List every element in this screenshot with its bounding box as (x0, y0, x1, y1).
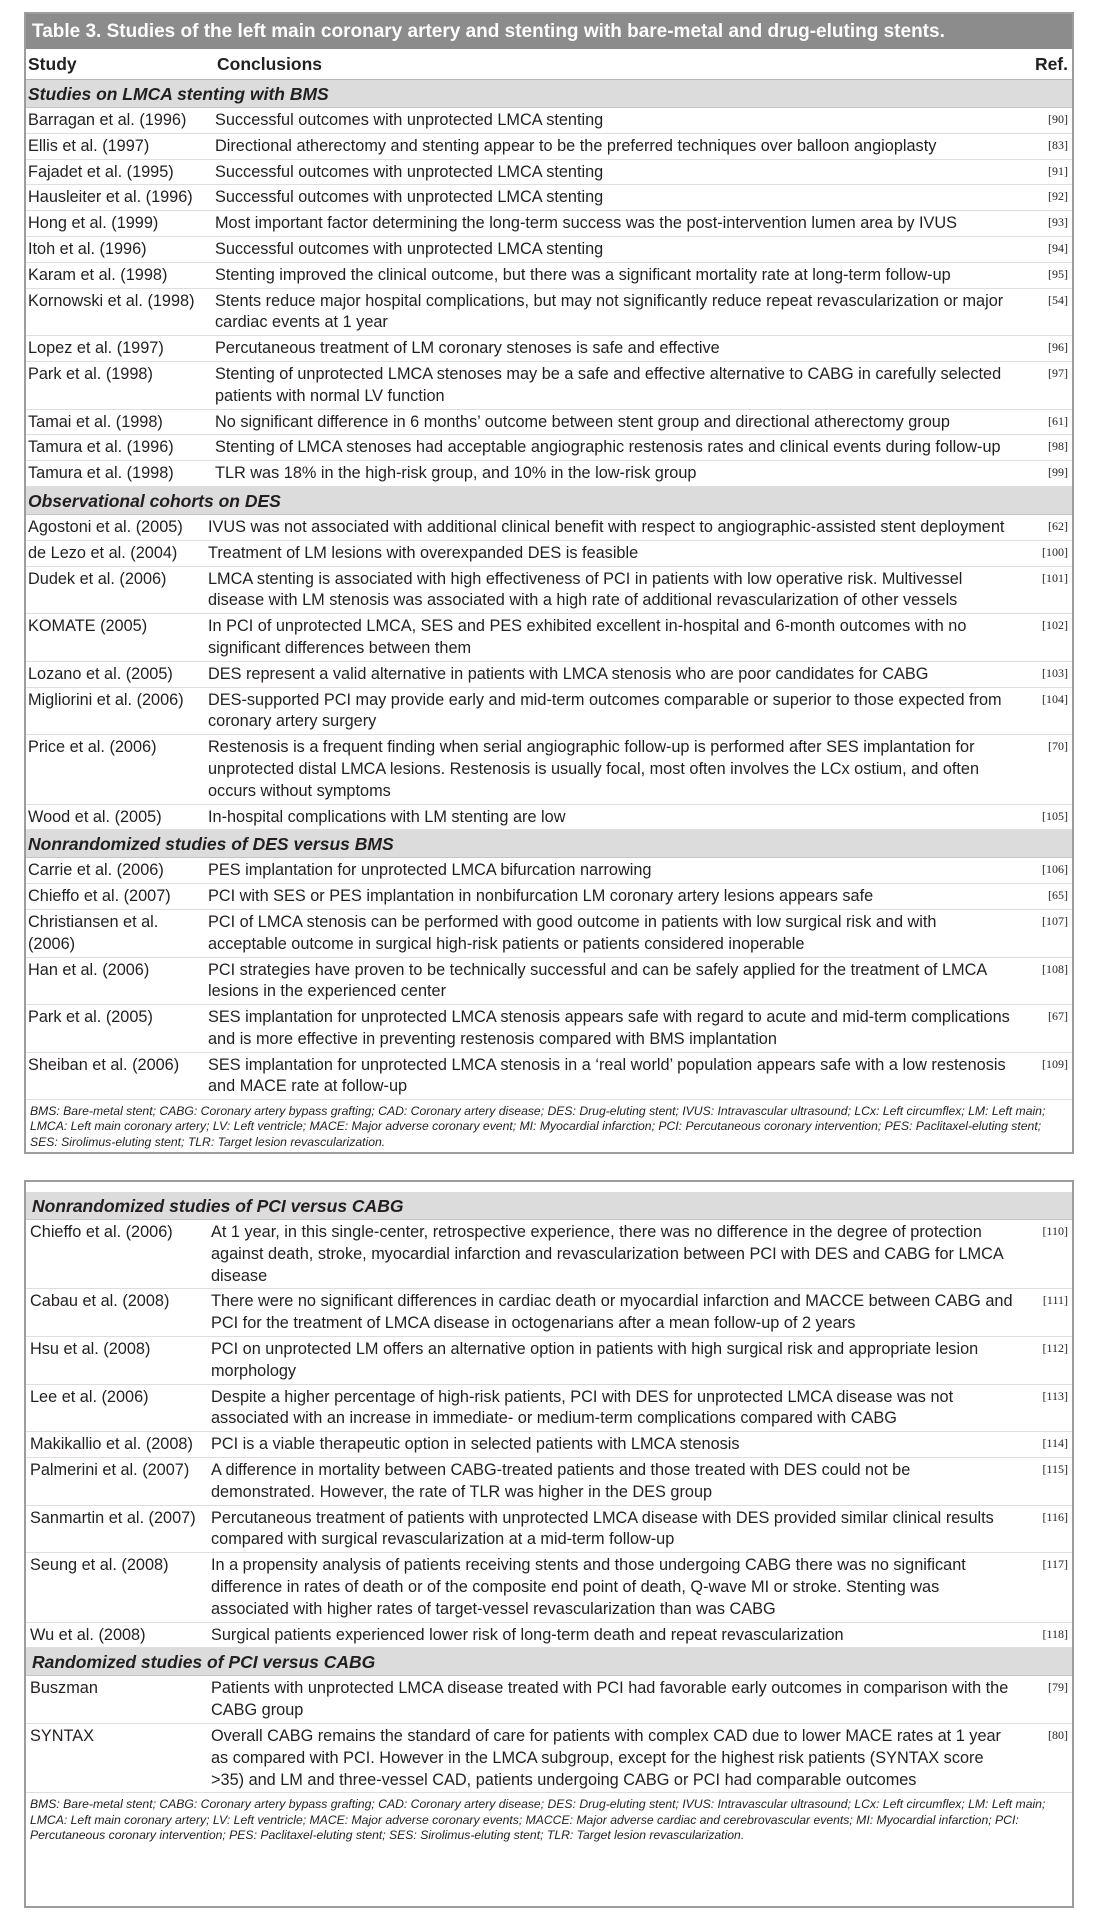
study-cell: Palmerini et al. (2007) (30, 1460, 190, 1479)
ref-cell: [93] (1048, 215, 1068, 230)
conclusion-cell: PCI is a viable therapeutic option in selected patients with LMCA stenosis (211, 1435, 740, 1454)
study-cell: SYNTAX (30, 1726, 94, 1745)
table-row (26, 1220, 1072, 1289)
study-cell: Tamura et al. (1998) (28, 464, 174, 483)
conclusion-cell: LMCA stenting is associated with high effectiveness of PCI in patients with low operative risk. Multivessel disease with LM stenosis was associated with a high rate of additional revascularization of other vessels (208, 569, 963, 610)
ref-cell: [107] (1042, 913, 1068, 928)
table-row (26, 515, 1072, 541)
conclusion-cell: PCI with SES or PES implantation in nonbifurcation LM coronary artery lesions appears safe (208, 887, 874, 906)
ref-cell: [110] (1042, 1224, 1068, 1238)
study-cell: Makikallio et al. (2008) (30, 1435, 193, 1454)
table-row (26, 735, 1072, 804)
study-cell: de Lezo et al. (2004) (28, 543, 178, 562)
conclusion-cell: TLR was 18% in the high-risk group, and 10% in the low-risk group (215, 464, 697, 483)
conclusion-cell: There were no significant differences in cardiac death or myocardial infarction and MACCE between CABG and PCI for the treatment of LMCA disease in octogenarians after a mean follow-up of 2 years (211, 1292, 1013, 1333)
table-row (26, 410, 1072, 436)
ref-cell: [91] (1048, 163, 1068, 178)
ref-cell: [96] (1048, 340, 1068, 355)
study-cell: Seung et al. (2008) (30, 1556, 169, 1575)
table-row (26, 289, 1072, 337)
conclusion-cell: Despite a higher percentage of high-risk patients, PCI with DES for unprotected LMCA disease was not associated with an increase in immediate- or medium-term complications compared with CABG (211, 1387, 954, 1428)
conclusion-cell: PCI strategies have proven to be technically successful and can be safely applied for the treatment of LMCA lesions in the experienced center (208, 960, 987, 1001)
study-cell: Migliorini et al. (2006) (28, 690, 184, 709)
continuation-top-band (26, 1182, 1072, 1192)
ref-cell: [104] (1042, 691, 1068, 706)
ref-cell: [97] (1048, 365, 1068, 380)
study-cell: Cabau et al. (2008) (30, 1292, 170, 1311)
conclusion-cell: Surgical patients experienced lower risk of long-term death and repeat revascularization (211, 1625, 844, 1644)
study-cell: Kornowski et al. (1998) (28, 291, 195, 310)
conclusion-cell: Successful outcomes with unprotected LMCA stenting (215, 162, 604, 181)
table-title: Table 3. Studies of the left main coronary artery and stenting with bare-metal and drug-eluting stents. (26, 14, 1072, 49)
study-cell: Sheiban et al. (2006) (28, 1055, 180, 1074)
table-row (26, 1506, 1072, 1554)
study-table-part-1 (24, 12, 1074, 1154)
table-row (26, 541, 1072, 567)
study-cell: Ellis et al. (1997) (28, 136, 150, 155)
conclusion-cell: Stents reduce major hospital complications, but may not significantly reduce repeat revascularization or major cardiac events at 1 year (215, 291, 1004, 332)
ref-cell: [79] (1048, 1680, 1068, 1695)
ref-cell: [112] (1042, 1340, 1068, 1355)
table-row (26, 1432, 1072, 1458)
study-cell: Hsu et al. (2008) (30, 1339, 151, 1358)
conclusion-cell: Patients with unprotected LMCA disease treated with PCI had favorable early outcomes in comparison with the CABG group (211, 1679, 1009, 1720)
conclusion-cell: Stenting of unprotected LMCA stenoses may be a safe and effective alternative to CABG in carefully selected patients with normal LV function (215, 364, 1002, 405)
section-heading-lmca-bms: Studies on LMCA stenting with BMS (26, 80, 1072, 108)
table-row (26, 461, 1072, 487)
table-row (26, 614, 1072, 662)
study-cell: Itoh et al. (1996) (28, 239, 147, 258)
table-row (26, 567, 1072, 615)
conclusion-cell: Successful outcomes with unprotected LMCA stenting (215, 239, 604, 258)
ref-cell: [116] (1042, 1509, 1068, 1524)
study-cell: Park et al. (2005) (28, 1008, 153, 1027)
ref-cell: [109] (1042, 1056, 1068, 1071)
table-footnote: BMS: Bare-metal stent; CABG: Coronary artery bypass grafting; CAD: Coronary artery disease; DES: Drug-eluting stent; IVUS: Intravascular ultrasound; LCx: Left circumflex; LM: Left main; LMCA: Left main coronary artery; LV: Left ventricle; MACE: Major adverse coronary event; MI: Myocardial infarction; PCI: Percutaneous coronary intervention; PES: Paclitaxel-eluting stent; SES: Sirolimus-eluting stent; TLR: Target lesion revascularization. (30, 1104, 1046, 1149)
section-heading-nonrandomized-pci-cabg: Nonrandomized studies of PCI versus CABG (26, 1192, 1072, 1220)
table-row (26, 237, 1072, 263)
ref-cell: [117] (1042, 1557, 1068, 1572)
conclusion-cell: Most important factor determining the long-term success was the post-intervention lumen area by IVUS (215, 214, 958, 233)
study-table-part-2 (24, 1180, 1074, 1908)
table-row (26, 662, 1072, 688)
study-cell: Buszman (30, 1679, 98, 1698)
table-row (26, 362, 1072, 410)
conclusion-cell: DES represent a valid alternative in patients with LMCA stenosis who are poor candidates for CABG (208, 664, 929, 683)
table-row (26, 263, 1072, 289)
conclusion-cell: In a propensity analysis of patients receiving stents and those undergoing CABG there was no significant difference in rates of death or of the composite end point of death, Q-wave MI or stroke. Stenting was associated with higher rates of target-vessel revascularization than was CABG (211, 1556, 966, 1618)
ref-cell: [95] (1048, 266, 1068, 281)
conclusion-cell: Restenosis is a frequent finding when serial angiographic follow-up is performed after SES implantation for unprotected distal LMCA lesions. Restenosis is usually focal, most often involves the LCx ostium, and often occurs without symptoms (208, 738, 980, 800)
study-cell: Lee et al. (2006) (30, 1387, 149, 1406)
table-row (26, 688, 1072, 736)
column-header-conclusions: Conclusions (217, 54, 323, 74)
ref-cell: [92] (1048, 189, 1068, 204)
ref-cell: [101] (1042, 570, 1068, 585)
section-heading-observational-des: Observational cohorts on DES (26, 487, 1072, 515)
study-cell: Chieffo et al. (2006) (30, 1223, 173, 1241)
ref-cell: [103] (1042, 665, 1068, 680)
conclusion-cell: Directional atherectomy and stenting appear to be the preferred techniques over balloon angioplasty (215, 136, 937, 155)
section-heading-randomized-pci-cabg: Randomized studies of PCI versus CABG (26, 1648, 1072, 1676)
study-cell: Agostoni et al. (2005) (28, 517, 183, 536)
column-header-ref: Ref. (1034, 54, 1068, 74)
table-row (26, 211, 1072, 237)
study-cell: Wood et al. (2005) (28, 807, 162, 826)
study-cell: Park et al. (1998) (28, 364, 153, 383)
ref-cell: [70] (1048, 739, 1068, 754)
table-row (26, 1289, 1072, 1337)
conclusion-cell: Overall CABG remains the standard of care for patients with complex CAD due to lower MACE rates at 1 year as compared with PCI. However in the LMCA subgroup, except for the highest risk patients (SYNTAX score >35) and LM and three-vessel CAD, patients undergoing CABG or PCI had comparable outcomes (211, 1726, 1001, 1789)
conclusion-cell: Stenting improved the clinical outcome, but there was a significant mortality rate at long-term follow-up (215, 265, 951, 284)
table-row (26, 958, 1072, 1006)
conclusion-cell: No significant difference in 6 months’ outcome between stent group and directional atherectomy group (215, 412, 950, 431)
ref-cell: [90] (1048, 112, 1068, 126)
conclusion-cell: IVUS was not associated with additional clinical benefit with respect to angiographic-assisted stent deployment (208, 517, 1005, 536)
conclusion-cell: PCI of LMCA stenosis can be performed with good outcome in patients with low surgical risk and with acceptable outcome in surgical high-risk patients or patients considered inoperable (208, 912, 937, 953)
study-cell: Chieffo et al. (2007) (28, 887, 171, 906)
table-row (26, 1005, 1072, 1053)
conclusion-cell: Treatment of LM lesions with overexpanded DES is feasible (208, 543, 639, 562)
ref-cell: [115] (1042, 1461, 1068, 1476)
ref-cell: [111] (1042, 1293, 1068, 1308)
conclusion-cell: PCI on unprotected LM offers an alternative option in patients with high surgical risk and appropriate lesion morphology (211, 1339, 979, 1380)
ref-cell: [99] (1048, 465, 1068, 480)
table-row (26, 1724, 1072, 1793)
conclusion-cell: At 1 year, in this single-center, retrospective experience, there was no difference in the degree of protection against death, stroke, myocardial infarction and revascularization between PCI with DES and CABG for LMCA disease (211, 1223, 1003, 1285)
study-cell: Han et al. (2006) (28, 960, 150, 979)
ref-cell: [94] (1048, 240, 1068, 255)
study-cell: Tamai et al. (1998) (28, 412, 163, 431)
conclusion-cell: In-hospital complications with LM stenting are low (208, 807, 566, 826)
table-row (26, 1676, 1072, 1724)
study-cell: Christiansen et al. (2006) (28, 912, 159, 953)
study-cell: Karam et al. (1998) (28, 265, 168, 284)
conclusion-cell: Successful outcomes with unprotected LMCA stenting (215, 188, 604, 207)
conclusion-cell: SES implantation for unprotected LMCA stenosis in a ‘real world’ population appears safe with a low restenosis and MACE rate at follow-up (208, 1055, 1006, 1096)
section-heading-nonrandomized-des-bms: Nonrandomized studies of DES versus BMS (26, 830, 1072, 858)
conclusion-cell: A difference in mortality between CABG-treated patients and those treated with DES could not be demonstrated. However, the rate of TLR was higher in the DES group (211, 1460, 911, 1501)
conclusion-cell: Stenting of LMCA stenoses had acceptable angiographic restenosis rates and clinical events during follow-up (215, 438, 1001, 457)
table-row (26, 1053, 1072, 1101)
conclusion-cell: PES implantation for unprotected LMCA bifurcation narrowing (208, 861, 652, 880)
study-cell: Lozano et al. (2005) (28, 664, 173, 683)
study-cell: Dudek et al. (2006) (28, 569, 167, 588)
table-row (26, 435, 1072, 461)
table-row (26, 910, 1072, 958)
ref-cell: [83] (1048, 137, 1068, 152)
table-row (26, 1385, 1072, 1433)
table-row (26, 884, 1072, 910)
ref-cell: [102] (1042, 618, 1068, 633)
conclusion-cell: Successful outcomes with unprotected LMCA stenting (215, 111, 604, 129)
ref-cell: [65] (1048, 888, 1068, 903)
ref-cell: [100] (1042, 544, 1068, 559)
ref-cell: [62] (1048, 518, 1068, 533)
column-header-row (26, 49, 1072, 80)
conclusion-cell: In PCI of unprotected LMCA, SES and PES exhibited excellent in-hospital and 6-month outcomes with no significant differences between them (208, 617, 967, 657)
table-row (26, 1337, 1072, 1385)
table-row (26, 134, 1072, 160)
ref-cell: [61] (1048, 413, 1068, 428)
table-footnote: BMS: Bare-metal stent; CABG: Coronary artery bypass grafting; CAD: Coronary artery disease; DES: Drug-eluting stent; IVUS: Intravascular ultrasound; LCx: Left circumflex; LM: Left main; LMCA: Left main coronary artery; LV: Left ventricle; MACE: Major adverse coronary events; MACCE: Major adverse cardiac and cerebrovascular events; MI: Myocardial infarction; PCI: Percutaneous coronary intervention; PES: Paclitaxel-eluting stent; SES: Sirolimus-eluting stent; TLR: Target lesion revascularization. (30, 1797, 1046, 1842)
study-cell: Barragan et al. (1996) (28, 111, 187, 129)
study-cell: Hausleiter et al. (1996) (28, 188, 193, 207)
table-row (26, 1553, 1072, 1622)
ref-cell: [105] (1042, 808, 1068, 823)
study-cell: Price et al. (2006) (28, 738, 157, 757)
ref-cell: [114] (1042, 1436, 1068, 1451)
study-cell: Lopez et al. (1997) (28, 339, 164, 358)
study-cell: Wu et al. (2008) (30, 1625, 146, 1644)
conclusion-cell: DES-supported PCI may provide early and mid-term outcomes comparable or superior to those expected from coronary artery surgery (208, 690, 1002, 731)
table-row (26, 336, 1072, 362)
ref-cell: [80] (1048, 1727, 1068, 1742)
table-row (26, 1623, 1072, 1649)
ref-cell: [108] (1042, 961, 1068, 976)
ref-cell: [67] (1048, 1009, 1068, 1024)
ref-cell: [118] (1042, 1626, 1068, 1641)
conclusion-cell: Percutaneous treatment of LM coronary stenoses is safe and effective (215, 339, 720, 358)
ref-cell: [54] (1048, 292, 1068, 307)
study-cell: KOMATE (2005) (28, 617, 148, 636)
column-header-study: Study (28, 54, 77, 74)
conclusion-cell: SES implantation for unprotected LMCA stenosis appears safe with regard to acute and mid-term complications and is more effective in preventing restenosis compared with BMS implantation (208, 1008, 1010, 1048)
table-row (26, 108, 1072, 134)
table-row (26, 805, 1072, 831)
ref-cell: [113] (1042, 1388, 1068, 1403)
study-cell: Sanmartin et al. (2007) (30, 1508, 196, 1527)
ref-cell: [106] (1042, 862, 1068, 877)
ref-cell: [98] (1048, 439, 1068, 454)
table-row (26, 1458, 1072, 1506)
table-row (26, 160, 1072, 186)
study-cell: Tamura et al. (1996) (28, 438, 174, 457)
table-row (26, 185, 1072, 211)
table-row (26, 858, 1072, 884)
study-cell: Carrie et al. (2006) (28, 861, 164, 880)
study-cell: Hong et al. (1999) (28, 214, 159, 233)
conclusion-cell: Percutaneous treatment of patients with unprotected LMCA disease with DES provided similar clinical results compared with surgical revascularization at a mid-term follow-up (211, 1508, 994, 1549)
study-cell: Fajadet et al. (1995) (28, 162, 174, 181)
